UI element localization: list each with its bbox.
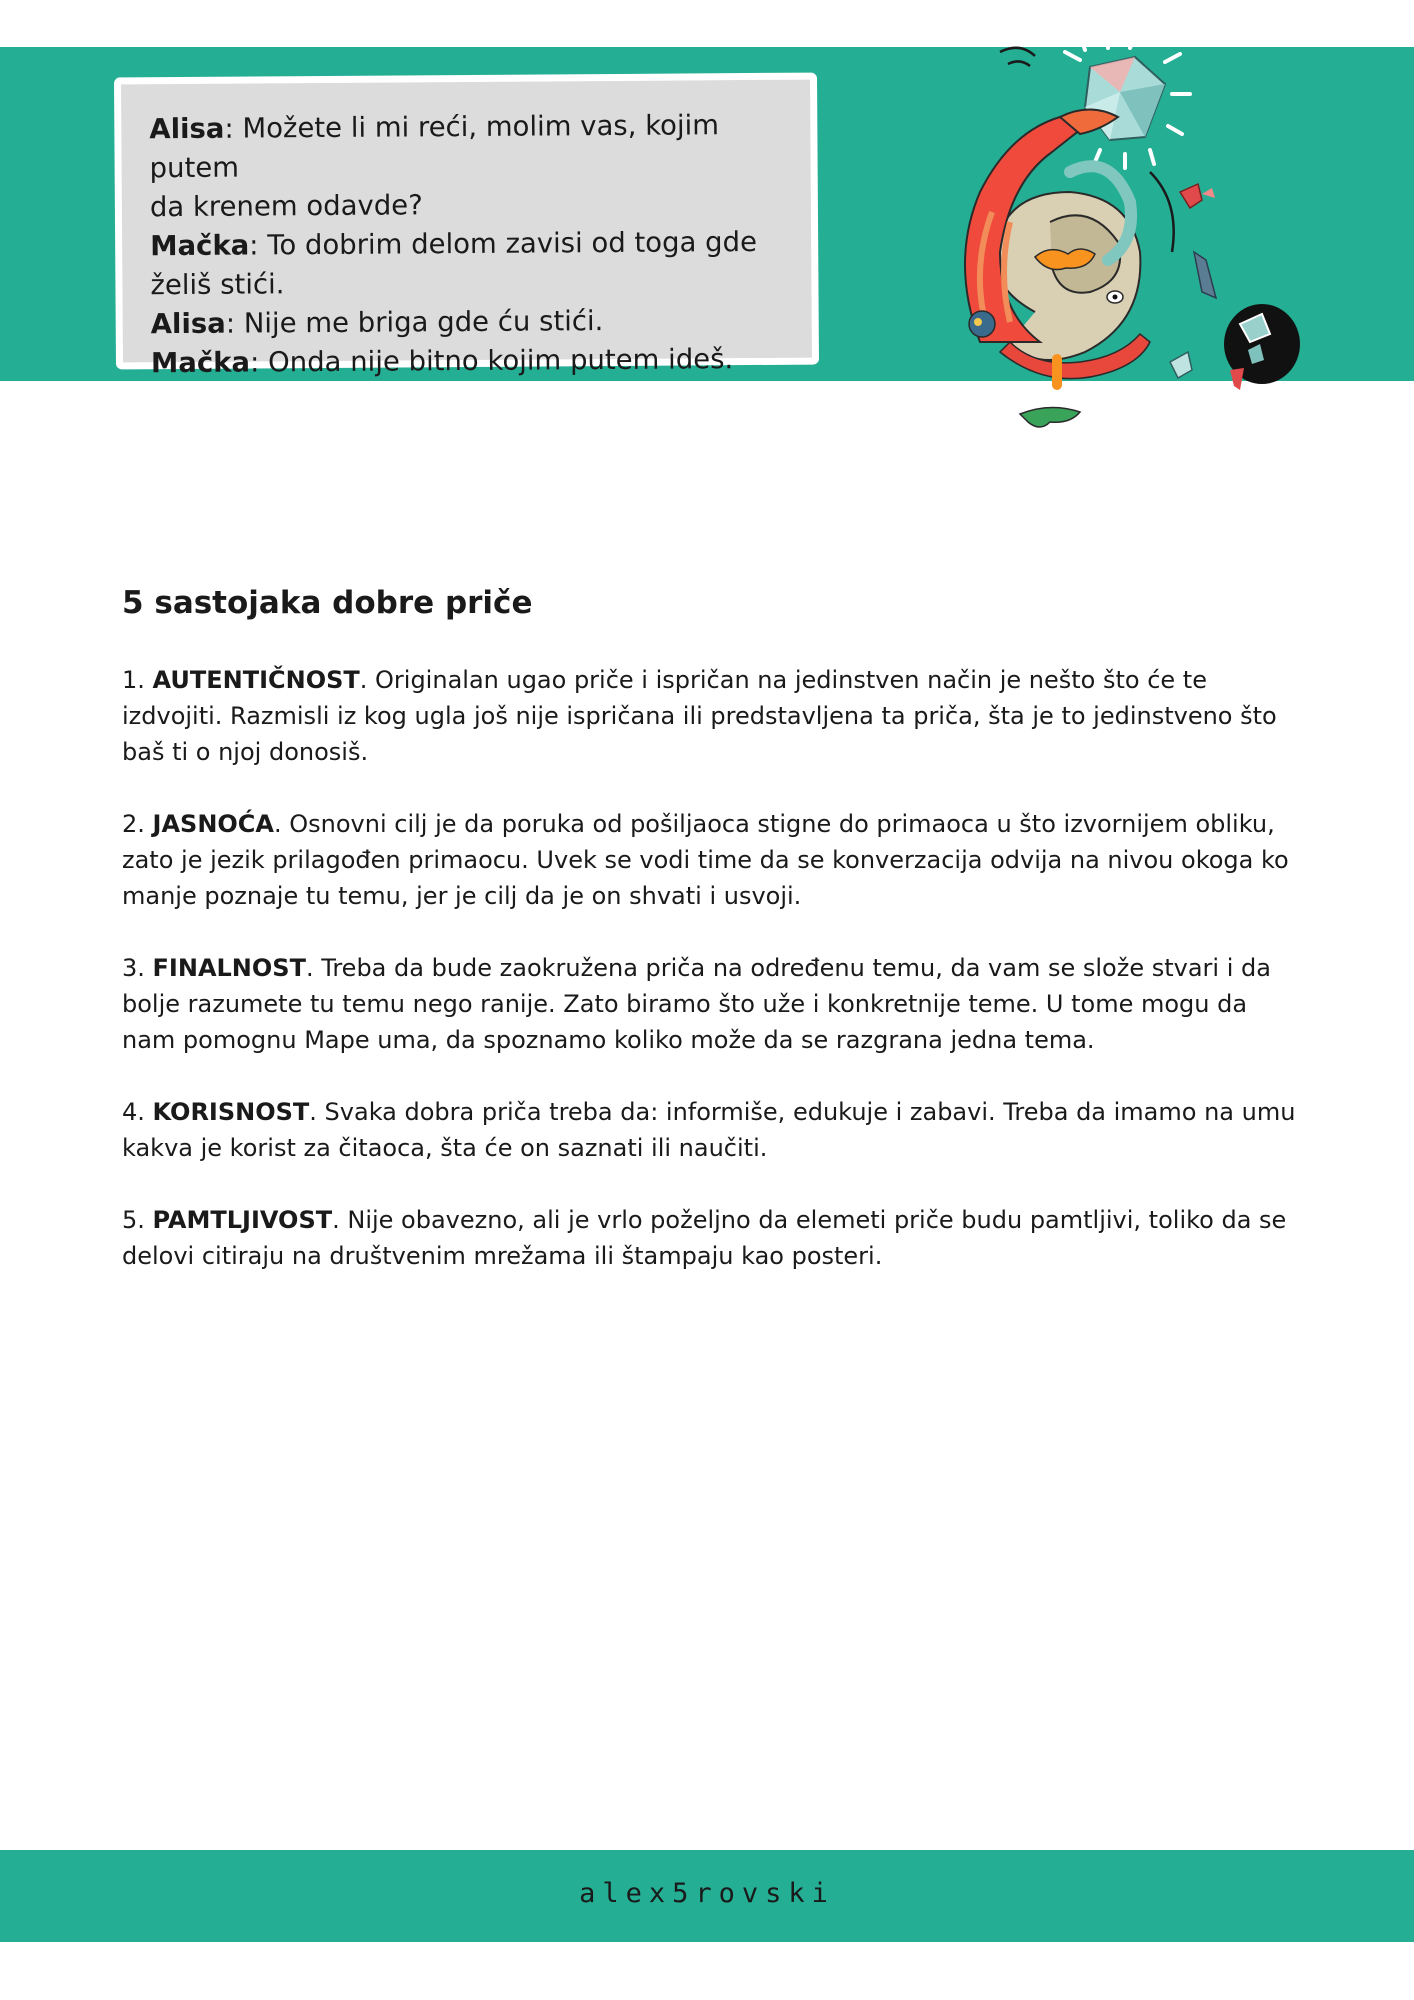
dialogue-line-1: [149, 106, 781, 188]
dialogue-text: : To dobrim delom zavisi od toga gde: [249, 225, 758, 262]
item-text: . Svaka dobra priča treba da: informiše, edukuje i zabavi. Treba da imamo na umu kakva je korist za čitaoca, šta će on saznati ili naučiti.: [122, 1098, 1296, 1162]
item-term: KORISNOST: [152, 1098, 310, 1126]
dialogue-text: : Onda nije bitno kojim putem ideš.: [249, 343, 734, 379]
item-term: PAMTLJIVOST: [152, 1206, 333, 1234]
speaker-name: Alisa: [149, 112, 225, 146]
dialogue-line-2: [150, 184, 781, 227]
dialogue-quote-box: [114, 73, 819, 380]
dialogue-text: želiš stići.: [150, 268, 285, 302]
dialogue-text: : Možete li mi reći, molim vas, kojim putem: [149, 109, 720, 185]
speaker-name: Alisa: [150, 307, 226, 341]
list-item: [122, 1094, 1302, 1166]
dialogue-text: da krenem odavde?: [149, 189, 423, 224]
list-item: [122, 806, 1302, 914]
section-title: 5 sastojaka dobre priče: [122, 585, 533, 621]
item-term: FINALNOST: [152, 954, 306, 982]
item-term: AUTENTIČNOST: [152, 666, 360, 694]
dialogue-line-5: [151, 301, 782, 344]
item-term: JASNOĆA: [152, 810, 274, 838]
item-number: 4.: [122, 1098, 153, 1126]
footer-band: [0, 1850, 1414, 1942]
hand-and-gems-illustration: [940, 22, 1320, 442]
list-item: [122, 950, 1302, 1058]
item-text: . Nije obavezno, ali je vrlo poželjno da elemeti priče budu pamtljivi, toliko da se delovi citiraju na društvenim mrežama ili štampaju kao posteri.: [122, 1206, 1287, 1270]
list-item: [122, 662, 1302, 770]
dialogue-line-3: [150, 223, 781, 266]
dialogue-line-4: [150, 262, 781, 305]
list-item: [122, 1202, 1302, 1274]
speaker-name: Mačka: [150, 229, 250, 263]
item-text: . Osnovni cilj je da poruka od pošiljaoca stigne do primaoca u što izvornijem obliku, zato je jezik prilagođen primaocu. Uvek se vodi time da se konverzacija odvija na nivou okoga ko manje poznaje tu temu, jer je cilj da je on shvati i usvoji.: [122, 810, 1289, 910]
item-number: 5.: [122, 1206, 153, 1234]
dialogue-line-6: [151, 340, 782, 383]
speaker-name: Mačka: [150, 346, 251, 380]
item-number: 3.: [122, 954, 153, 982]
brand-logo-text: alex5rovski: [579, 1878, 835, 1909]
item-number: 2.: [122, 810, 153, 838]
item-text: . Originalan ugao priče i ispričan na jedinstven način je nešto što će te izdvojiti. Razmisli iz kog ugla još nije ispričana ili predstavljena ta priča, šta je to jedinstveno što baš ti o njoj donosiš.: [122, 666, 1277, 766]
item-number: 1.: [122, 666, 153, 694]
item-text: . Treba da bude zaokružena priča na određenu temu, da vam se slože stvari i da bolje razumete tu temu nego ranije. Zato biramo što uže i konkretnije teme. U tome mogu da nam pomognu Mape uma, da spoznamo koliko može da se razgrana jedna tema.: [122, 954, 1271, 1054]
dialogue-text: : Nije me briga gde ću stići.: [225, 305, 604, 340]
